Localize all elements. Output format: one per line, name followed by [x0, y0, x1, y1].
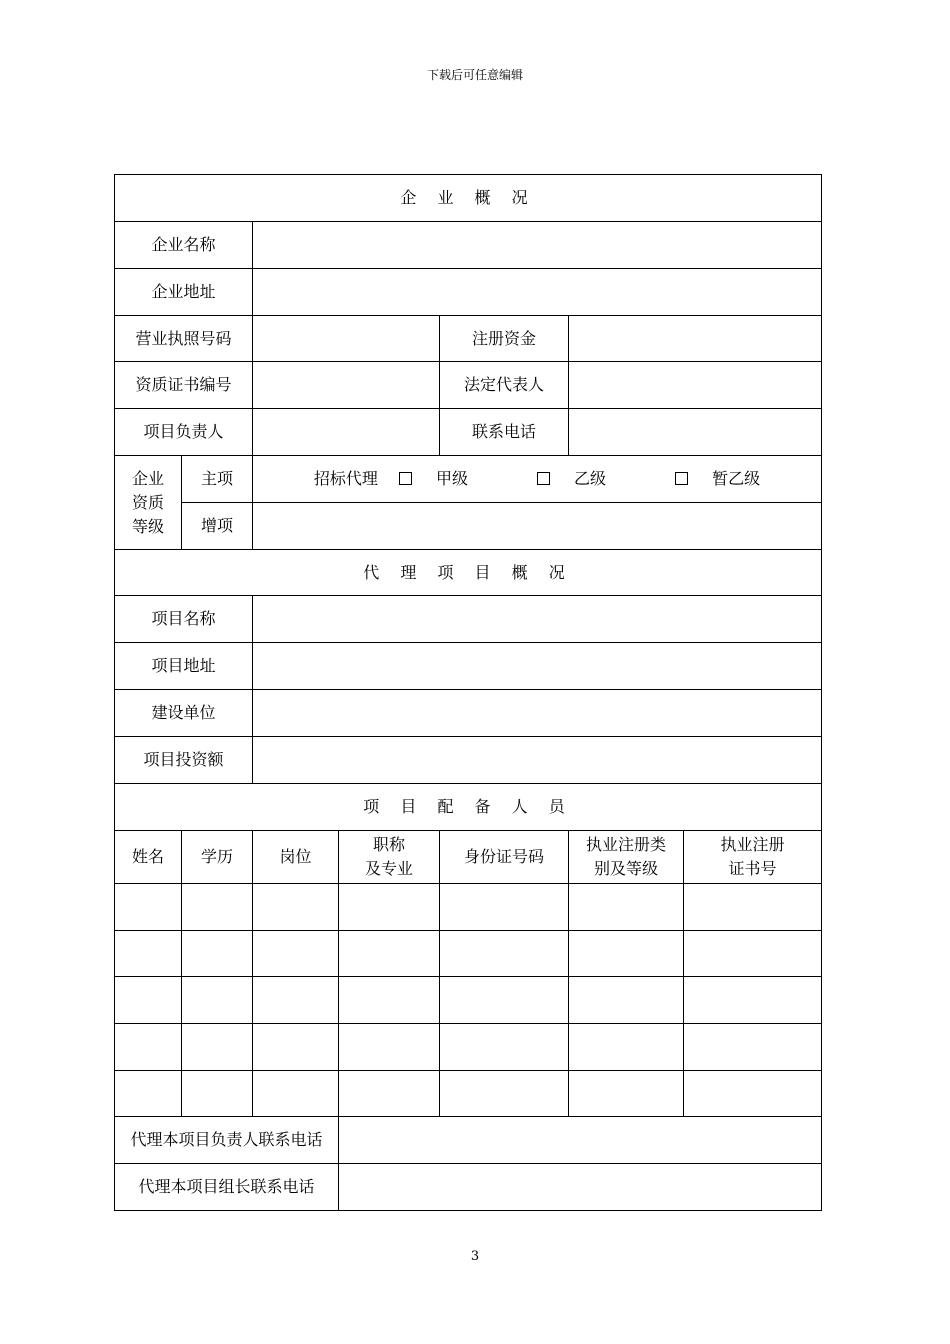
registered-capital-label: 注册资金: [440, 316, 569, 362]
staff-cell[interactable]: [440, 931, 569, 977]
license-number-label: 营业执照号码: [115, 316, 253, 362]
staff-cell[interactable]: [569, 884, 684, 931]
registered-capital-field[interactable]: [569, 316, 822, 362]
staff-row: [115, 884, 822, 931]
staff-header-title-line: 职称: [372, 835, 405, 854]
staff-cell[interactable]: [339, 1024, 440, 1071]
project-manager-field[interactable]: [253, 409, 440, 456]
qualification-cert-field[interactable]: [253, 362, 440, 409]
staff-header-reg-cert-line: 证书号: [728, 859, 777, 878]
staff-header-education: 学历: [182, 831, 253, 884]
leader-phone-label: 代理本项目负责人联系电话: [115, 1117, 339, 1164]
main-item-options: [253, 456, 822, 503]
staff-cell[interactable]: [253, 884, 339, 931]
extra-item-label: 增项: [182, 503, 253, 550]
staff-cell[interactable]: [339, 1071, 440, 1117]
staff-section-title: 项 目 配 备 人 员: [115, 784, 822, 831]
staff-cell[interactable]: [253, 1071, 339, 1117]
staff-cell[interactable]: [339, 931, 440, 977]
staff-cell[interactable]: [253, 977, 339, 1024]
qual-label-line: 等级: [131, 516, 164, 536]
staff-row: [115, 1071, 822, 1117]
license-number-field[interactable]: [253, 316, 440, 362]
registration-form: [114, 174, 822, 1211]
project-name-field[interactable]: [253, 596, 822, 643]
staff-cell[interactable]: [339, 884, 440, 931]
provisional-grade-b-label: 暂乙级: [712, 469, 761, 488]
project-address-field[interactable]: [253, 643, 822, 690]
staff-cell[interactable]: [684, 1024, 822, 1071]
builder-field[interactable]: [253, 690, 822, 737]
contact-phone-field[interactable]: [569, 409, 822, 456]
qualification-grade-label: [115, 456, 182, 550]
leader-phone-field[interactable]: [339, 1117, 822, 1164]
staff-cell[interactable]: [440, 977, 569, 1024]
enterprise-name-field[interactable]: [253, 222, 822, 269]
legal-representative-field[interactable]: [569, 362, 822, 409]
staff-row: [115, 1024, 822, 1071]
investment-field[interactable]: [253, 737, 822, 784]
staff-cell[interactable]: [569, 931, 684, 977]
header-note: 下载后可任意编辑: [426, 68, 523, 82]
main-item-label: 主项: [182, 456, 253, 503]
builder-label: 建设单位: [115, 690, 253, 737]
staff-header-reg-cert-line: 执业注册: [720, 835, 785, 854]
grade-a-checkbox[interactable]: [399, 472, 412, 485]
staff-header-reg-type: [569, 831, 684, 884]
staff-cell[interactable]: [684, 1071, 822, 1117]
grade-b-checkbox[interactable]: [537, 472, 550, 485]
staff-cell[interactable]: [182, 1071, 253, 1117]
grade-a-label: 甲级: [435, 469, 468, 488]
extra-item-field[interactable]: [253, 503, 822, 550]
staff-header-reg-cert: [684, 831, 822, 884]
staff-cell[interactable]: [684, 884, 822, 931]
staff-cell[interactable]: [339, 977, 440, 1024]
provisional-grade-b-checkbox[interactable]: [675, 472, 688, 485]
staff-header-reg-type-line: 别及等级: [593, 859, 658, 878]
staff-header-id-number: 身份证号码: [440, 831, 569, 884]
main-item-text: 招标代理: [313, 469, 378, 488]
enterprise-name-label: 企业名称: [115, 222, 253, 269]
qualification-cert-label: 资质证书编号: [115, 362, 253, 409]
project-name-label: 项目名称: [115, 596, 253, 643]
staff-cell[interactable]: [684, 977, 822, 1024]
grade-b-label: 乙级: [574, 469, 607, 488]
staff-cell[interactable]: [182, 1024, 253, 1071]
staff-cell[interactable]: [440, 1024, 569, 1071]
staff-cell[interactable]: [115, 884, 182, 931]
staff-cell[interactable]: [182, 884, 253, 931]
staff-header-post: 岗位: [253, 831, 339, 884]
page-number: 3: [470, 1249, 480, 1264]
investment-label: 项目投资额: [115, 737, 253, 784]
project-address-label: 项目地址: [115, 643, 253, 690]
staff-row: [115, 931, 822, 977]
staff-header-title-line: 及专业: [364, 859, 413, 878]
staff-cell[interactable]: [115, 1024, 182, 1071]
staff-cell[interactable]: [115, 1071, 182, 1117]
enterprise-section-title: 企 业 概 况: [115, 175, 822, 222]
staff-header-title: [339, 831, 440, 884]
enterprise-address-field[interactable]: [253, 269, 822, 316]
group-leader-phone-field[interactable]: [339, 1164, 822, 1211]
group-leader-phone-label: 代理本项目组长联系电话: [115, 1164, 339, 1211]
staff-cell[interactable]: [253, 1024, 339, 1071]
qual-label-line: 企业: [131, 468, 164, 488]
enterprise-address-label: 企业地址: [115, 269, 253, 316]
staff-cell[interactable]: [182, 931, 253, 977]
qual-label-line: 资质: [131, 492, 164, 512]
staff-cell[interactable]: [569, 1071, 684, 1117]
staff-cell[interactable]: [440, 884, 569, 931]
staff-cell[interactable]: [684, 931, 822, 977]
legal-representative-label: 法定代表人: [440, 362, 569, 409]
staff-cell[interactable]: [253, 931, 339, 977]
staff-cell[interactable]: [115, 977, 182, 1024]
staff-cell[interactable]: [569, 977, 684, 1024]
staff-cell[interactable]: [182, 977, 253, 1024]
staff-cell[interactable]: [440, 1071, 569, 1117]
project-manager-label: 项目负责人: [115, 409, 253, 456]
staff-row: [115, 977, 822, 1024]
staff-cell[interactable]: [115, 931, 182, 977]
project-section-title: 代 理 项 目 概 况: [115, 550, 822, 596]
staff-header-name: 姓名: [115, 831, 182, 884]
staff-cell[interactable]: [569, 1024, 684, 1071]
staff-header-reg-type-line: 执业注册类: [585, 835, 666, 854]
contact-phone-label: 联系电话: [440, 409, 569, 456]
